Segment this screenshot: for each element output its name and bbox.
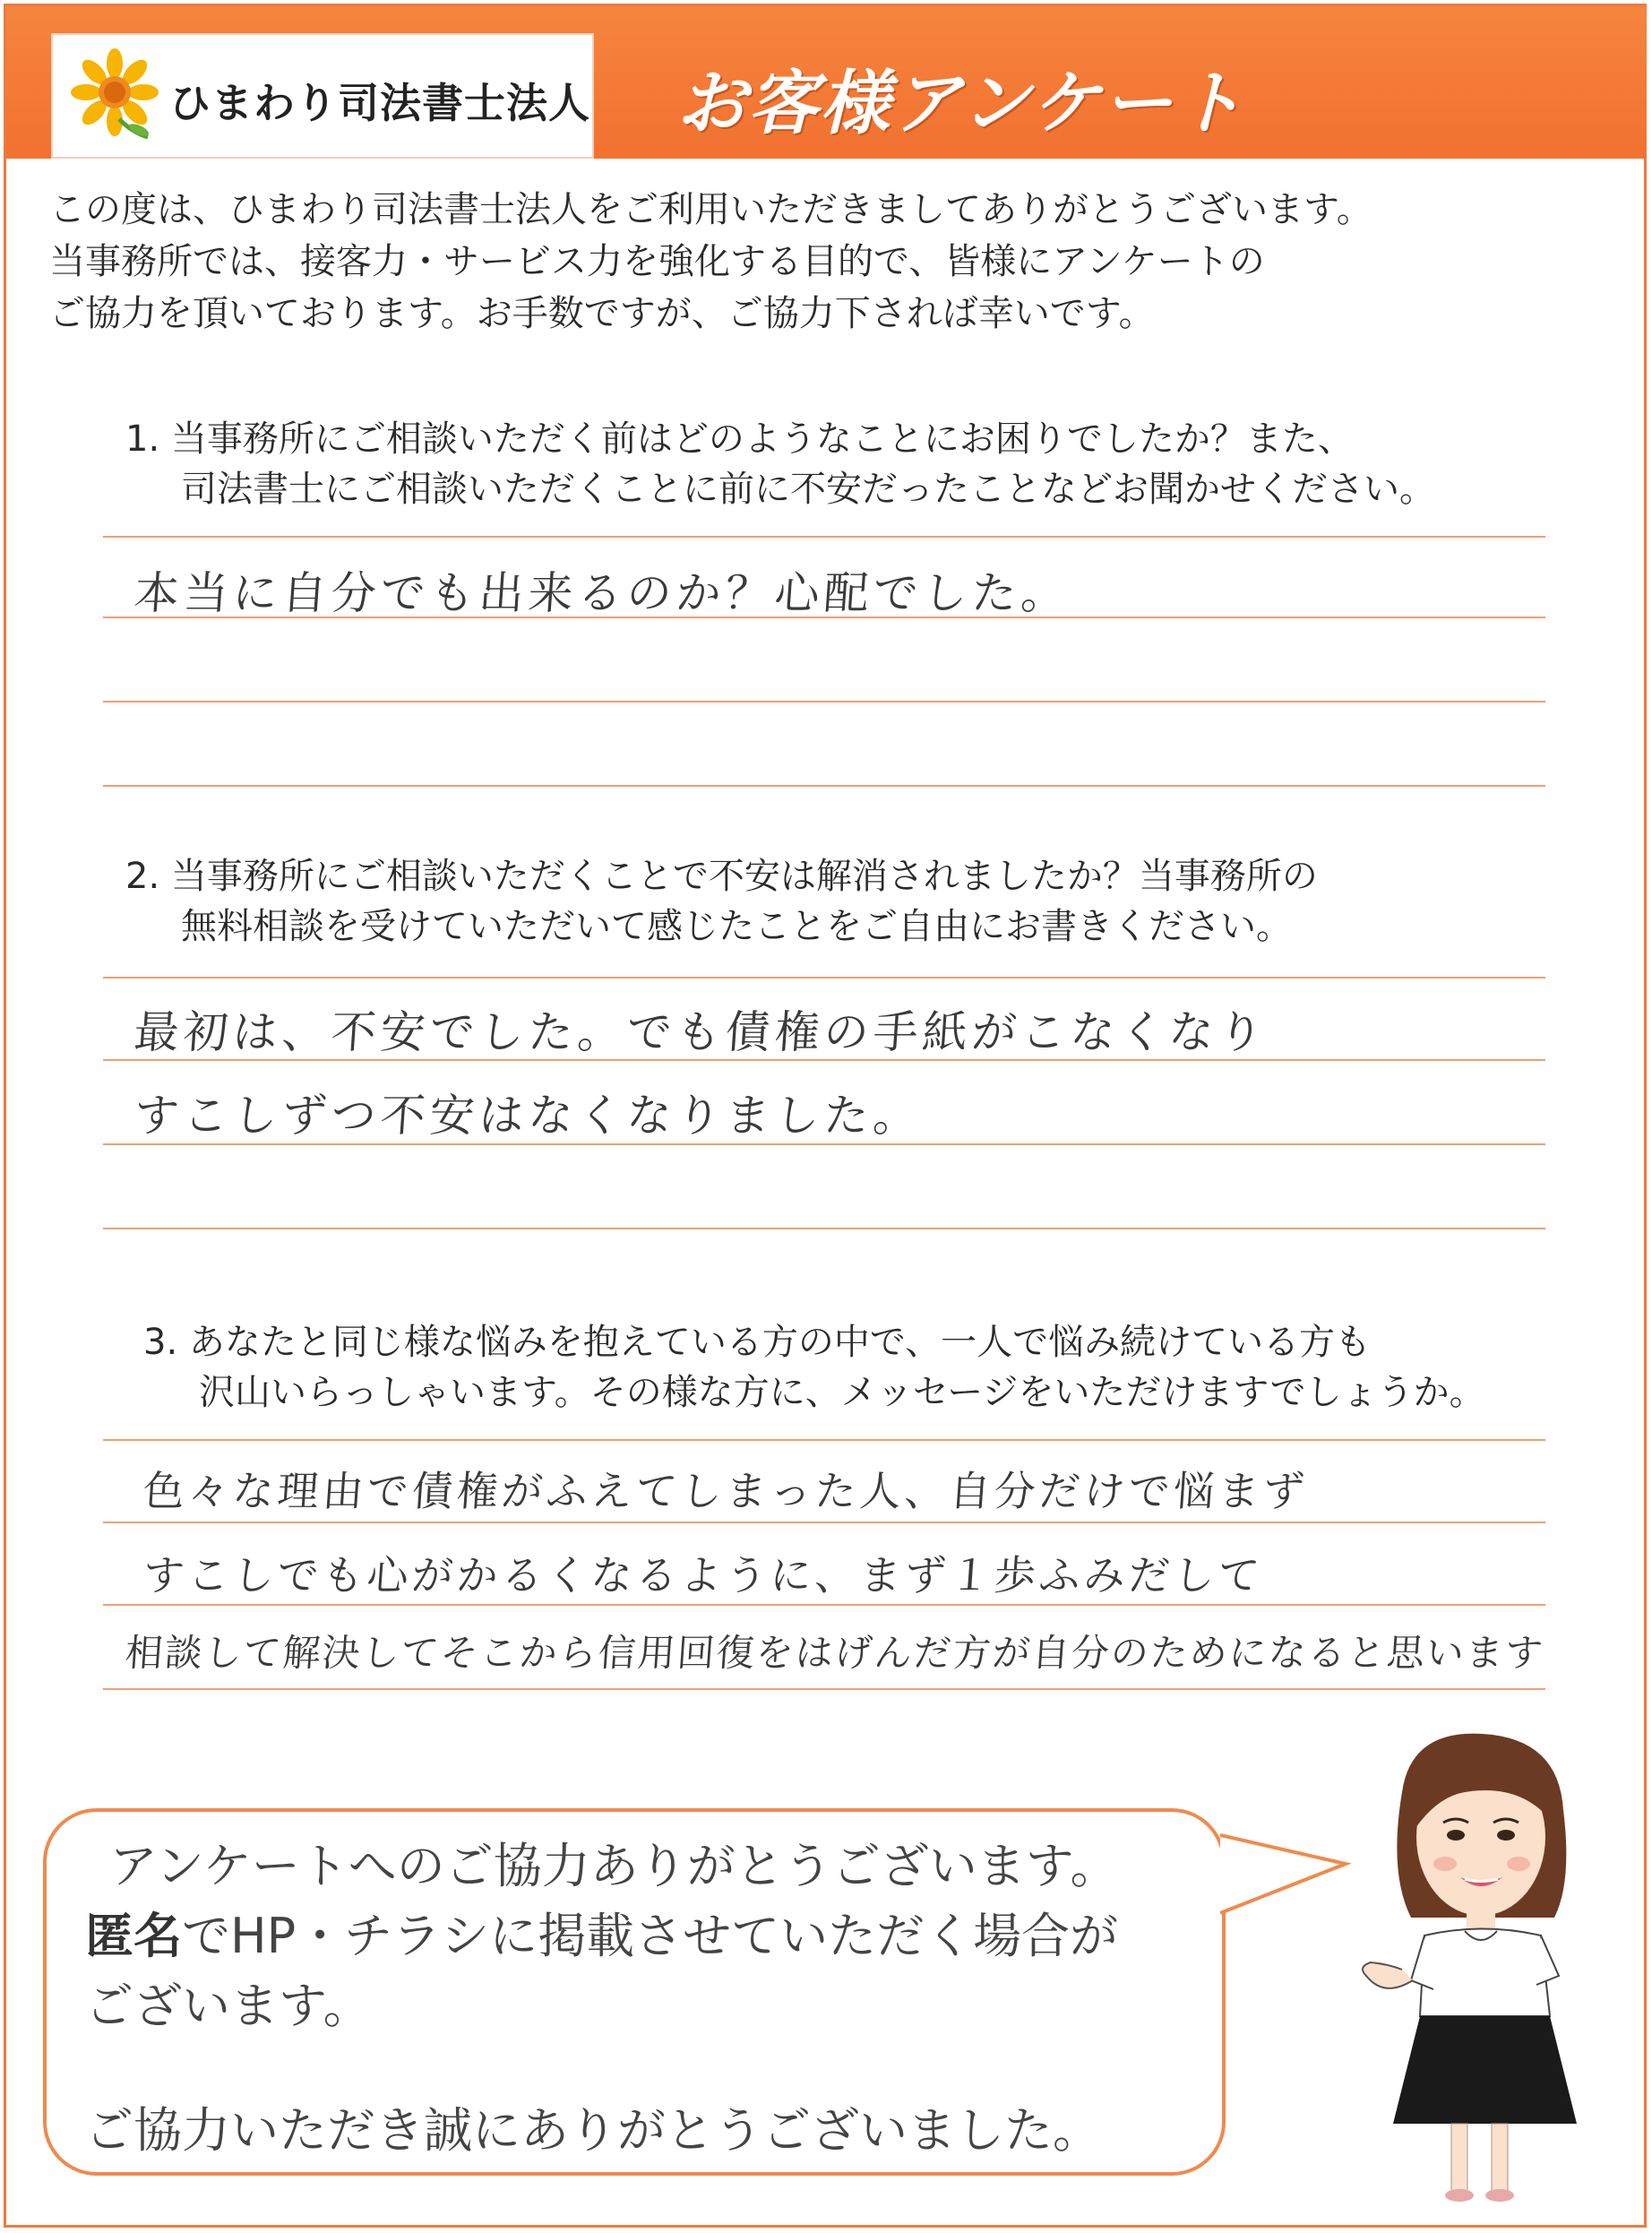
intro-text [49,184,1372,340]
question-text: 司法書士にご相談いただくことに前に不安だったことなどお聞かせください。 [181,469,1435,510]
answer-line [103,785,1545,787]
logo-box [51,33,594,159]
anonymous-label: 匿名 [85,1908,182,1964]
answer-line [103,1604,1545,1606]
question-1 [125,414,1435,514]
intro-line: ご協力を頂いております。お手数ですが、ご協力下されば幸いです。 [49,293,1155,334]
question-text: 1. 当事務所にご相談いただく前はどのようなことにお困りでしたか？また、 [125,418,1354,460]
question-text: 2. 当事務所にご相談いただくことで不安は解消されましたか？当事務所の [125,856,1318,897]
staff-illustration [1348,1729,1599,2213]
answer-3-line-3: 相談して解決してそこから信用回復をはげんだ方が自分のためになると思います [124,1631,1546,1675]
header-bar [6,6,1646,159]
question-3 [143,1317,1485,1418]
intro-line: この度は、ひまわり司法書士法人をご利用いただきましてありがとうございます。 [49,189,1372,230]
thanks-line-4: ご協力いただき誠にありがとうございました。 [85,2102,1101,2159]
answer-line [103,536,1545,538]
answer-line [103,1439,1545,1441]
answer-2-line-2: すこしずつ不安はなくなりました。 [132,1090,925,1142]
thanks-line-3: ございます。 [85,1978,372,2034]
thanks-line-1: アンケートへのご協力ありがとうございます。 [109,1838,1119,1894]
question-text: 沢山いらっしゃいます。その様な方に、メッセージをいただけますでしょうか。 [199,1372,1485,1413]
question-2 [125,851,1318,952]
answer-1-line-1: 本当に自分でも出来るのか？心配でした。 [132,567,1072,619]
thanks-line-2-rest: でHP・チラシに掲載させていただく場合が [182,1908,1119,1964]
answer-line [103,1688,1545,1690]
question-text: 無料相談を受けていただいて感じたことをご自由にお書きください。 [181,906,1292,947]
page-title: お客様アンケート [676,64,1246,144]
bubble-tail [1220,1828,1355,1927]
answer-line [103,1228,1545,1229]
answer-line [103,616,1545,618]
answer-line [103,701,1545,703]
org-name: ひまわり司法書士法人 [169,79,590,127]
answer-line [103,1143,1545,1145]
sunflower-icon [65,47,164,146]
answer-line [103,1522,1545,1523]
answer-3-line-2: すこしでも心がかるくなるように、まず１歩ふみだして [141,1551,1265,1599]
intro-line: 当事務所では、接客力・サービス力を強化する目的で、皆様にアンケートの [49,241,1265,282]
answer-2-line-1: 最初は、不安でした。でも債権の手紙がこなくなり [132,1006,1269,1058]
answer-3-line-1: 色々な理由で債権がふえてしまった人、自分だけで悩まず [141,1467,1310,1515]
thanks-line-2 [85,1898,1118,1967]
question-text: 3. あなたと同じ様な悩みを抱えている方の中で、一人で悩み続けている方も [143,1322,1372,1363]
answer-line [103,977,1545,979]
answer-line [103,1059,1545,1061]
